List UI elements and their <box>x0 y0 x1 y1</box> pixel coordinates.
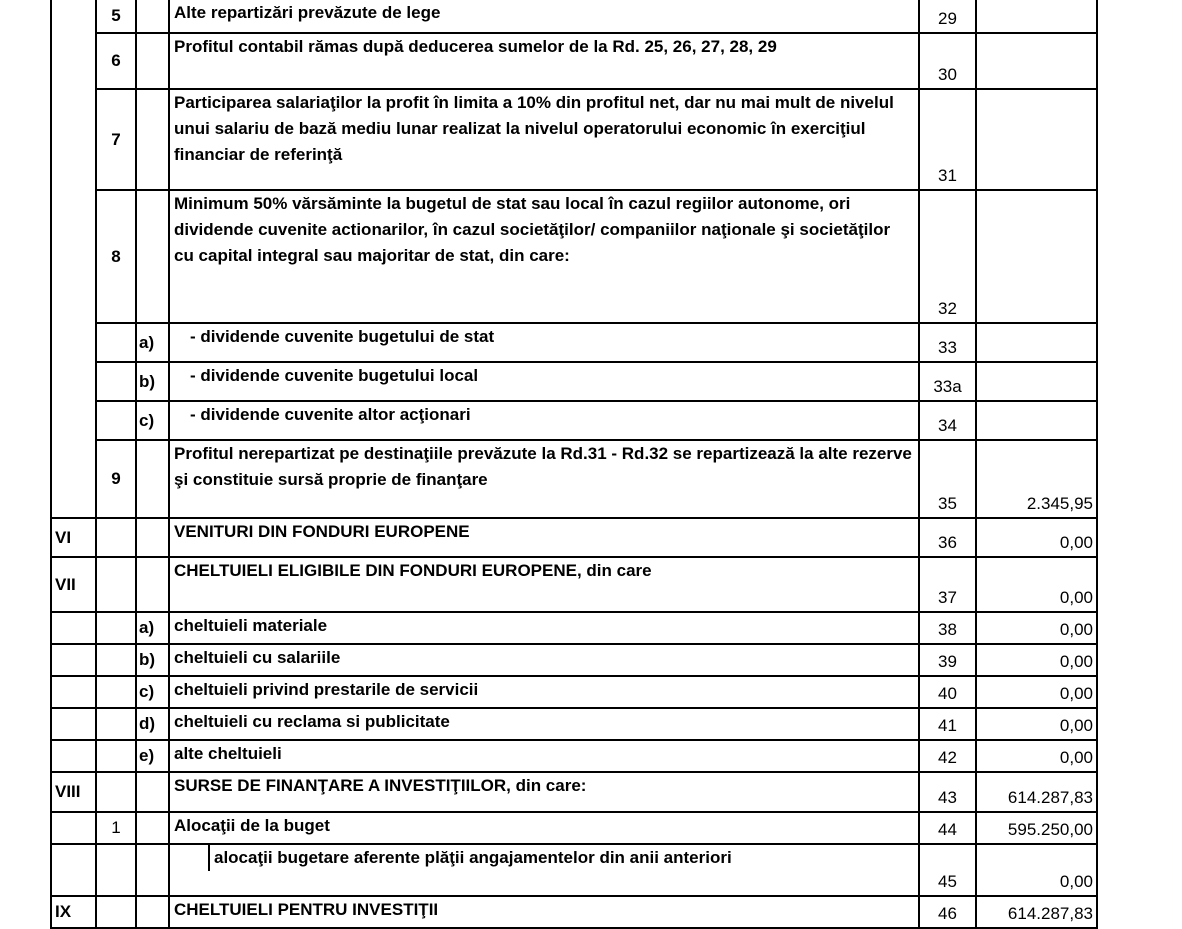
table-row <box>51 33 1097 89</box>
row-description: Profitul nerepartizat pe destinaţiile prevăzute la Rd.31 - Rd.32 se repartizează la alte rezerve şi constituie sursă proprie de finanţare <box>169 440 919 518</box>
row-value: 0,00 <box>976 708 1097 740</box>
table-row <box>51 896 1097 928</box>
sub-letter: d) <box>136 708 169 740</box>
row-description: alocaţii bugetare aferente plăţii angajamentelor din anii anteriori <box>214 848 732 867</box>
row-number <box>96 844 136 896</box>
sub-letter: c) <box>136 676 169 708</box>
table-row <box>51 323 1097 362</box>
sub-letter: a) <box>136 612 169 644</box>
row-code: 30 <box>919 33 976 89</box>
row-description: CHELTUIELI ELIGIBILE DIN FONDURI EUROPENE, din care <box>169 557 919 612</box>
row-code: 35 <box>919 440 976 518</box>
row-description: cheltuieli materiale <box>169 612 919 644</box>
sub-letter <box>136 844 169 896</box>
sub-letter: b) <box>136 362 169 401</box>
section-cell: IX <box>51 896 96 928</box>
row-code: 33 <box>919 323 976 362</box>
section-cell: VI <box>51 518 96 557</box>
table-row <box>51 708 1097 740</box>
row-code: 37 <box>919 557 976 612</box>
row-number: 6 <box>96 33 136 89</box>
row-value <box>976 190 1097 323</box>
section-cell <box>51 812 96 844</box>
section-cell <box>51 644 96 676</box>
table-row <box>51 644 1097 676</box>
row-value <box>976 0 1097 33</box>
row-number <box>96 362 136 401</box>
table-row <box>51 190 1097 323</box>
row-value: 2.345,95 <box>976 440 1097 518</box>
sub-letter <box>136 896 169 928</box>
sub-letter: e) <box>136 740 169 772</box>
sub-letter: a) <box>136 323 169 362</box>
row-code: 40 <box>919 676 976 708</box>
sub-letter <box>136 812 169 844</box>
sub-letter <box>136 0 169 33</box>
row-number <box>96 896 136 928</box>
row-number: 9 <box>96 440 136 518</box>
table-row <box>51 89 1097 190</box>
table-row <box>51 557 1097 612</box>
row-description: - dividende cuvenite bugetului de stat <box>169 323 919 362</box>
sub-letter <box>136 772 169 812</box>
row-number <box>96 612 136 644</box>
row-code: 41 <box>919 708 976 740</box>
row-number <box>96 557 136 612</box>
row-value: 0,00 <box>976 557 1097 612</box>
row-number <box>96 644 136 676</box>
row-description: Alte repartizări prevăzute de lege <box>169 0 919 33</box>
row-number <box>96 772 136 812</box>
section-cell <box>51 676 96 708</box>
section-cell: VII <box>51 557 96 612</box>
row-value: 0,00 <box>976 612 1097 644</box>
row-description-cell <box>169 844 919 896</box>
row-number: 7 <box>96 89 136 190</box>
row-code: 43 <box>919 772 976 812</box>
row-code: 46 <box>919 896 976 928</box>
row-number <box>96 401 136 440</box>
sub-letter <box>136 557 169 612</box>
sub-letter <box>136 89 169 190</box>
table-row <box>51 740 1097 772</box>
row-number <box>96 708 136 740</box>
sub-letter <box>136 518 169 557</box>
row-code: 29 <box>919 0 976 33</box>
row-value <box>976 323 1097 362</box>
row-number <box>96 518 136 557</box>
table-row <box>51 518 1097 557</box>
row-value: 0,00 <box>976 676 1097 708</box>
row-code: 32 <box>919 190 976 323</box>
table-row <box>51 844 1097 896</box>
row-number: 8 <box>96 190 136 323</box>
table-row <box>51 440 1097 518</box>
row-value: 0,00 <box>976 644 1097 676</box>
row-value <box>976 33 1097 89</box>
row-value: 0,00 <box>976 844 1097 896</box>
row-code: 34 <box>919 401 976 440</box>
table-row <box>51 612 1097 644</box>
row-description: cheltuieli cu reclama si publicitate <box>169 708 919 740</box>
row-value: 0,00 <box>976 518 1097 557</box>
row-value <box>976 362 1097 401</box>
row-number <box>96 740 136 772</box>
row-description: Profitul contabil rămas după deducerea sumelor de la Rd. 25, 26, 27, 28, 29 <box>169 33 919 89</box>
row-description: Minimum 50% vărsăminte la bugetul de stat sau local în cazul regiilor autonome, ori dividende cuvenite actionarilor, în cazul societăţilor/ companiilor naţionale şi societăţilor cu capital integral sau majoritar de stat, din care: <box>169 190 919 323</box>
row-description: cheltuieli privind prestarile de servicii <box>169 676 919 708</box>
section-cell <box>51 612 96 644</box>
sub-letter <box>136 33 169 89</box>
table-row <box>51 772 1097 812</box>
row-description: Alocaţii de la buget <box>169 812 919 844</box>
row-number <box>96 323 136 362</box>
table-row <box>51 0 1097 33</box>
row-number: 5 <box>96 0 136 33</box>
row-value: 614.287,83 <box>976 772 1097 812</box>
row-number: 1 <box>96 812 136 844</box>
row-code: 45 <box>919 844 976 896</box>
table-row <box>51 401 1097 440</box>
row-code: 44 <box>919 812 976 844</box>
table-row <box>51 812 1097 844</box>
row-description: CHELTUIELI PENTRU INVESTIŢII <box>169 896 919 928</box>
row-value <box>976 401 1097 440</box>
row-value <box>976 89 1097 190</box>
row-code: 36 <box>919 518 976 557</box>
row-description: alte cheltuieli <box>169 740 919 772</box>
sub-letter: b) <box>136 644 169 676</box>
row-code: 33a <box>919 362 976 401</box>
row-code: 42 <box>919 740 976 772</box>
table-row <box>51 362 1097 401</box>
sub-letter <box>136 190 169 323</box>
indent-divider <box>170 845 210 871</box>
row-description: Participarea salariaţilor la profit în limita a 10% din profitul net, dar nu mai mult de nivelul unui salariu de bază mediu lunar realizat la nivelul operatorului economic în exerciţiul financiar de referinţă <box>169 89 919 190</box>
section-cell <box>51 740 96 772</box>
sub-letter <box>136 440 169 518</box>
sub-letter: c) <box>136 401 169 440</box>
row-code: 31 <box>919 89 976 190</box>
row-value: 0,00 <box>976 740 1097 772</box>
table-row <box>51 676 1097 708</box>
row-value: 595.250,00 <box>976 812 1097 844</box>
row-number <box>96 676 136 708</box>
row-code: 38 <box>919 612 976 644</box>
row-description: - dividende cuvenite altor acţionari <box>169 401 919 440</box>
section-cell <box>51 0 96 518</box>
row-value: 614.287,83 <box>976 896 1097 928</box>
row-description: - dividende cuvenite bugetului local <box>169 362 919 401</box>
section-cell: VIII <box>51 772 96 812</box>
row-code: 39 <box>919 644 976 676</box>
budget-table <box>50 0 1098 929</box>
row-description: VENITURI DIN FONDURI EUROPENE <box>169 518 919 557</box>
row-description: SURSE DE FINANŢARE A INVESTIŢIILOR, din care: <box>169 772 919 812</box>
section-cell <box>51 844 96 896</box>
row-description: cheltuieli cu salariile <box>169 644 919 676</box>
section-cell <box>51 708 96 740</box>
